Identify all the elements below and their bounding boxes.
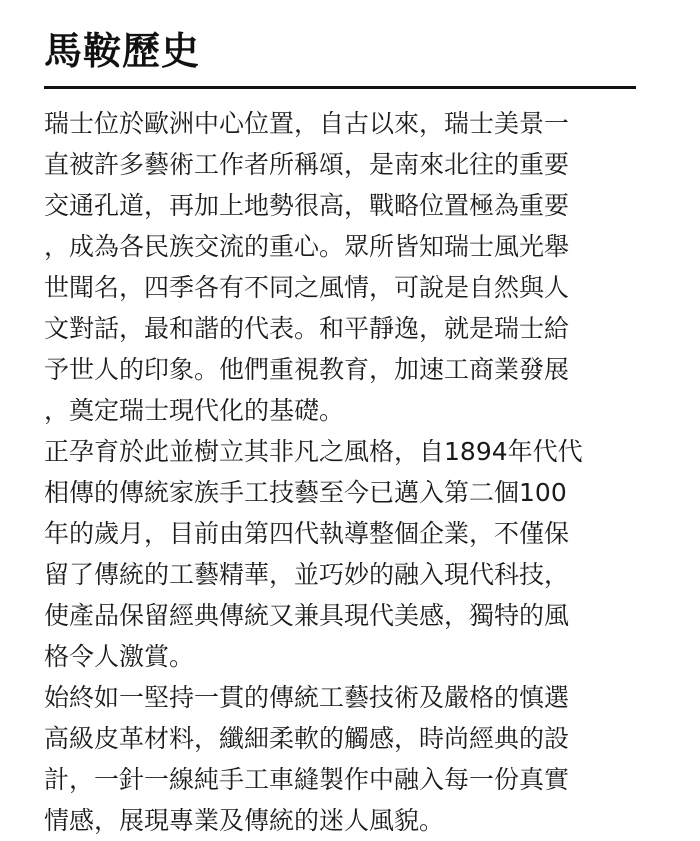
page-title: 馬鞍歷史	[44, 29, 201, 73]
text-line: 直被許多藝術工作者所稱頌，是南來北往的重要	[44, 150, 570, 179]
text-line: 留了傳統的工藝精華，並巧妙的融入現代科技，	[44, 560, 570, 589]
text-line: 正孕育於此並樹立其非凡之風格，自1894年代代	[44, 437, 583, 466]
text-line: 予世人的印象。他們重視教育，加速工商業發展	[44, 355, 570, 384]
text-line: 年的歲月，目前由第四代執導整個企業，不僅保	[44, 519, 570, 548]
text-line: 文對話，最和諧的代表。和平靜逸，就是瑞士給	[44, 314, 570, 343]
article-body	[44, 103, 644, 841]
title-divider	[44, 86, 636, 89]
text-line: 格令人激賞。	[44, 642, 195, 671]
text-line: 始終如一堅持一貫的傳統工藝技術及嚴格的慎選	[44, 683, 570, 712]
text-line: 世聞名，四季各有不同之風情，可說是自然與人	[44, 273, 570, 302]
text-line: 交通孔道，再加上地勢很高，戰略位置極為重要	[44, 191, 570, 220]
text-line: 使產品保留經典傳統又兼具現代美感，獨特的風	[44, 601, 570, 630]
text-line: ，奠定瑞士現代化的基礎。	[44, 396, 345, 425]
text-line: 相傳的傳統家族手工技藝至今已邁入第二個100	[44, 478, 567, 507]
text-line: 計，一針一線純手工車縫製作中融入每一份真實	[44, 765, 570, 794]
text-line: 瑞士位於歐洲中心位置，自古以來，瑞士美景一	[44, 109, 570, 138]
text-line: 情感，展現專業及傳統的迷人風貌。	[44, 806, 445, 835]
text-line: ，成為各民族交流的重心。眾所皆知瑞士風光舉	[44, 232, 570, 261]
text-line: 高級皮革材料，纖細柔軟的觸感，時尚經典的設	[44, 724, 570, 753]
article	[44, 0, 644, 841]
